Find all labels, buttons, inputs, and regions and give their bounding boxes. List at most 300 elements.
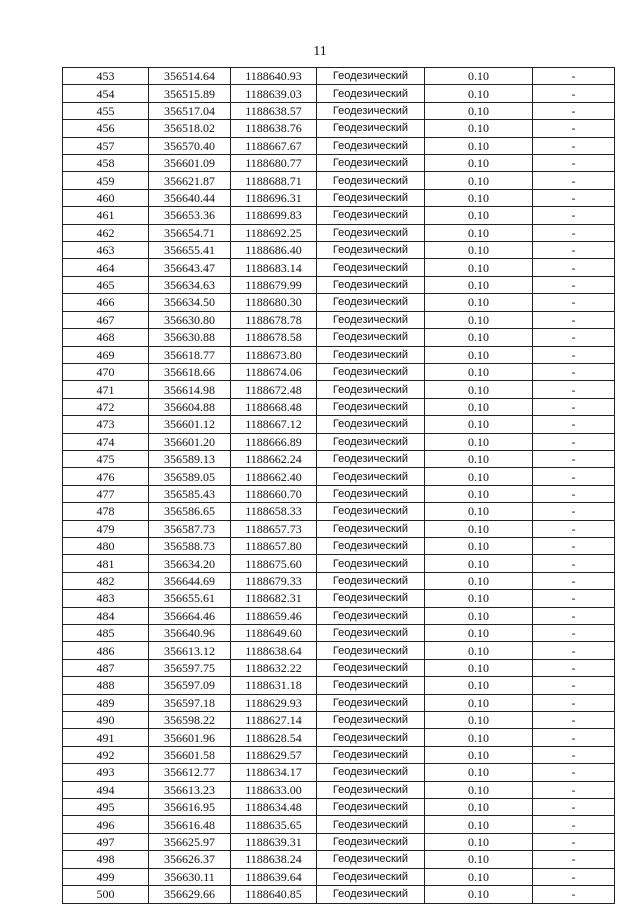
x-coordinate-cell: 356654.71 xyxy=(149,224,231,241)
table-row xyxy=(63,607,615,624)
table-row xyxy=(63,311,615,328)
point-number-cell: 498 xyxy=(63,851,149,868)
accuracy-cell: 0.10 xyxy=(425,764,533,781)
y-coordinate-cell: 1188667.67 xyxy=(231,137,317,154)
method-cell: Геодезический xyxy=(317,799,425,816)
description-cell: - xyxy=(533,207,615,224)
description-cell: - xyxy=(533,381,615,398)
description-cell: - xyxy=(533,294,615,311)
x-coordinate-cell: 356515.89 xyxy=(149,85,231,102)
point-number-cell: 494 xyxy=(63,781,149,798)
y-coordinate-cell: 1188639.03 xyxy=(231,85,317,102)
point-number-cell: 493 xyxy=(63,764,149,781)
description-cell: - xyxy=(533,712,615,729)
y-coordinate-cell: 1188634.17 xyxy=(231,764,317,781)
table-row xyxy=(63,120,615,137)
method-cell: Геодезический xyxy=(317,102,425,119)
point-number-cell: 454 xyxy=(63,85,149,102)
table-row xyxy=(63,729,615,746)
point-number-cell: 475 xyxy=(63,450,149,467)
description-cell: - xyxy=(533,85,615,102)
point-number-cell: 465 xyxy=(63,276,149,293)
method-cell: Геодезический xyxy=(317,329,425,346)
point-number-cell: 491 xyxy=(63,729,149,746)
table-body xyxy=(63,68,615,904)
accuracy-cell: 0.10 xyxy=(425,155,533,172)
accuracy-cell: 0.10 xyxy=(425,433,533,450)
x-coordinate-cell: 356655.61 xyxy=(149,590,231,607)
x-coordinate-cell: 356597.18 xyxy=(149,694,231,711)
method-cell: Геодезический xyxy=(317,625,425,642)
accuracy-cell: 0.10 xyxy=(425,363,533,380)
table-row xyxy=(63,363,615,380)
point-number-cell: 460 xyxy=(63,189,149,206)
method-cell: Геодезический xyxy=(317,155,425,172)
method-cell: Геодезический xyxy=(317,294,425,311)
method-cell: Геодезический xyxy=(317,137,425,154)
description-cell: - xyxy=(533,485,615,502)
method-cell: Геодезический xyxy=(317,729,425,746)
accuracy-cell: 0.10 xyxy=(425,416,533,433)
x-coordinate-cell: 356613.23 xyxy=(149,781,231,798)
table-row xyxy=(63,137,615,154)
table-row xyxy=(63,189,615,206)
x-coordinate-cell: 356630.80 xyxy=(149,311,231,328)
y-coordinate-cell: 1188683.14 xyxy=(231,259,317,276)
description-cell: - xyxy=(533,659,615,676)
y-coordinate-cell: 1188657.80 xyxy=(231,537,317,554)
accuracy-cell: 0.10 xyxy=(425,886,533,903)
y-coordinate-cell: 1188639.64 xyxy=(231,868,317,885)
point-number-cell: 455 xyxy=(63,102,149,119)
description-cell: - xyxy=(533,642,615,659)
accuracy-cell: 0.10 xyxy=(425,259,533,276)
x-coordinate-cell: 356634.20 xyxy=(149,555,231,572)
point-number-cell: 482 xyxy=(63,572,149,589)
y-coordinate-cell: 1188627.14 xyxy=(231,712,317,729)
point-number-cell: 490 xyxy=(63,712,149,729)
method-cell: Геодезический xyxy=(317,537,425,554)
description-cell: - xyxy=(533,572,615,589)
x-coordinate-cell: 356601.09 xyxy=(149,155,231,172)
description-cell: - xyxy=(533,155,615,172)
accuracy-cell: 0.10 xyxy=(425,242,533,259)
description-cell: - xyxy=(533,868,615,885)
accuracy-cell: 0.10 xyxy=(425,381,533,398)
point-number-cell: 485 xyxy=(63,625,149,642)
method-cell: Геодезический xyxy=(317,68,425,85)
point-number-cell: 476 xyxy=(63,468,149,485)
method-cell: Геодезический xyxy=(317,886,425,903)
accuracy-cell: 0.10 xyxy=(425,329,533,346)
point-number-cell: 489 xyxy=(63,694,149,711)
description-cell: - xyxy=(533,799,615,816)
description-cell: - xyxy=(533,851,615,868)
table-row xyxy=(63,590,615,607)
method-cell: Геодезический xyxy=(317,416,425,433)
y-coordinate-cell: 1188692.25 xyxy=(231,224,317,241)
accuracy-cell: 0.10 xyxy=(425,520,533,537)
y-coordinate-cell: 1188633.00 xyxy=(231,781,317,798)
table-row xyxy=(63,294,615,311)
y-coordinate-cell: 1188629.93 xyxy=(231,694,317,711)
table-row xyxy=(63,764,615,781)
method-cell: Геодезический xyxy=(317,381,425,398)
x-coordinate-cell: 356634.50 xyxy=(149,294,231,311)
method-cell: Геодезический xyxy=(317,642,425,659)
x-coordinate-cell: 356598.22 xyxy=(149,712,231,729)
x-coordinate-cell: 356612.77 xyxy=(149,764,231,781)
table-row xyxy=(63,572,615,589)
method-cell: Геодезический xyxy=(317,259,425,276)
method-cell: Геодезический xyxy=(317,503,425,520)
accuracy-cell: 0.10 xyxy=(425,729,533,746)
accuracy-cell: 0.10 xyxy=(425,833,533,850)
point-number-cell: 457 xyxy=(63,137,149,154)
x-coordinate-cell: 356630.88 xyxy=(149,329,231,346)
accuracy-cell: 0.10 xyxy=(425,659,533,676)
x-coordinate-cell: 356601.96 xyxy=(149,729,231,746)
table-row xyxy=(63,886,615,903)
method-cell: Геодезический xyxy=(317,120,425,137)
method-cell: Геодезический xyxy=(317,346,425,363)
method-cell: Геодезический xyxy=(317,868,425,885)
y-coordinate-cell: 1188638.76 xyxy=(231,120,317,137)
x-coordinate-cell: 356585.43 xyxy=(149,485,231,502)
method-cell: Геодезический xyxy=(317,224,425,241)
table-row xyxy=(63,799,615,816)
point-number-cell: 461 xyxy=(63,207,149,224)
point-number-cell: 469 xyxy=(63,346,149,363)
x-coordinate-cell: 356634.63 xyxy=(149,276,231,293)
point-number-cell: 497 xyxy=(63,833,149,850)
x-coordinate-cell: 356613.12 xyxy=(149,642,231,659)
description-cell: - xyxy=(533,833,615,850)
table-row xyxy=(63,416,615,433)
description-cell: - xyxy=(533,590,615,607)
x-coordinate-cell: 356518.02 xyxy=(149,120,231,137)
description-cell: - xyxy=(533,189,615,206)
accuracy-cell: 0.10 xyxy=(425,68,533,85)
y-coordinate-cell: 1188662.40 xyxy=(231,468,317,485)
method-cell: Геодезический xyxy=(317,816,425,833)
y-coordinate-cell: 1188680.77 xyxy=(231,155,317,172)
x-coordinate-cell: 356597.09 xyxy=(149,677,231,694)
x-coordinate-cell: 356655.41 xyxy=(149,242,231,259)
method-cell: Геодезический xyxy=(317,450,425,467)
description-cell: - xyxy=(533,68,615,85)
y-coordinate-cell: 1188680.30 xyxy=(231,294,317,311)
accuracy-cell: 0.10 xyxy=(425,625,533,642)
x-coordinate-cell: 356644.69 xyxy=(149,572,231,589)
method-cell: Геодезический xyxy=(317,520,425,537)
table-row xyxy=(63,224,615,241)
table-row xyxy=(63,85,615,102)
x-coordinate-cell: 356601.58 xyxy=(149,746,231,763)
description-cell: - xyxy=(533,398,615,415)
point-number-cell: 459 xyxy=(63,172,149,189)
accuracy-cell: 0.10 xyxy=(425,172,533,189)
accuracy-cell: 0.10 xyxy=(425,468,533,485)
accuracy-cell: 0.10 xyxy=(425,712,533,729)
description-cell: - xyxy=(533,537,615,554)
accuracy-cell: 0.10 xyxy=(425,311,533,328)
description-cell: - xyxy=(533,120,615,137)
y-coordinate-cell: 1188678.58 xyxy=(231,329,317,346)
accuracy-cell: 0.10 xyxy=(425,503,533,520)
table-row xyxy=(63,102,615,119)
method-cell: Геодезический xyxy=(317,781,425,798)
description-cell: - xyxy=(533,224,615,241)
y-coordinate-cell: 1188635.65 xyxy=(231,816,317,833)
accuracy-cell: 0.10 xyxy=(425,137,533,154)
x-coordinate-cell: 356588.73 xyxy=(149,537,231,554)
table-row xyxy=(63,68,615,85)
method-cell: Геодезический xyxy=(317,746,425,763)
y-coordinate-cell: 1188628.54 xyxy=(231,729,317,746)
accuracy-cell: 0.10 xyxy=(425,851,533,868)
accuracy-cell: 0.10 xyxy=(425,677,533,694)
point-number-cell: 496 xyxy=(63,816,149,833)
description-cell: - xyxy=(533,102,615,119)
description-cell: - xyxy=(533,242,615,259)
x-coordinate-cell: 356640.44 xyxy=(149,189,231,206)
y-coordinate-cell: 1188668.48 xyxy=(231,398,317,415)
table-row xyxy=(63,712,615,729)
point-number-cell: 492 xyxy=(63,746,149,763)
x-coordinate-cell: 356514.64 xyxy=(149,68,231,85)
x-coordinate-cell: 356626.37 xyxy=(149,851,231,868)
accuracy-cell: 0.10 xyxy=(425,207,533,224)
description-cell: - xyxy=(533,729,615,746)
table-row xyxy=(63,746,615,763)
table-row xyxy=(63,468,615,485)
y-coordinate-cell: 1188679.99 xyxy=(231,276,317,293)
method-cell: Геодезический xyxy=(317,607,425,624)
method-cell: Геодезический xyxy=(317,433,425,450)
table-row xyxy=(63,520,615,537)
y-coordinate-cell: 1188699.83 xyxy=(231,207,317,224)
description-cell: - xyxy=(533,311,615,328)
method-cell: Геодезический xyxy=(317,851,425,868)
y-coordinate-cell: 1188688.71 xyxy=(231,172,317,189)
description-cell: - xyxy=(533,416,615,433)
y-coordinate-cell: 1188686.40 xyxy=(231,242,317,259)
table-row xyxy=(63,346,615,363)
accuracy-cell: 0.10 xyxy=(425,868,533,885)
x-coordinate-cell: 356643.47 xyxy=(149,259,231,276)
description-cell: - xyxy=(533,503,615,520)
point-number-cell: 474 xyxy=(63,433,149,450)
method-cell: Геодезический xyxy=(317,242,425,259)
point-number-cell: 488 xyxy=(63,677,149,694)
point-number-cell: 499 xyxy=(63,868,149,885)
description-cell: - xyxy=(533,555,615,572)
y-coordinate-cell: 1188640.93 xyxy=(231,68,317,85)
x-coordinate-cell: 356589.13 xyxy=(149,450,231,467)
point-number-cell: 466 xyxy=(63,294,149,311)
point-number-cell: 500 xyxy=(63,886,149,903)
x-coordinate-cell: 356630.11 xyxy=(149,868,231,885)
table-row xyxy=(63,677,615,694)
table-row xyxy=(63,833,615,850)
description-cell: - xyxy=(533,468,615,485)
x-coordinate-cell: 356601.12 xyxy=(149,416,231,433)
description-cell: - xyxy=(533,816,615,833)
y-coordinate-cell: 1188682.31 xyxy=(231,590,317,607)
table-row xyxy=(63,450,615,467)
description-cell: - xyxy=(533,625,615,642)
point-number-cell: 484 xyxy=(63,607,149,624)
y-coordinate-cell: 1188679.33 xyxy=(231,572,317,589)
description-cell: - xyxy=(533,520,615,537)
description-cell: - xyxy=(533,746,615,763)
accuracy-cell: 0.10 xyxy=(425,450,533,467)
method-cell: Геодезический xyxy=(317,468,425,485)
y-coordinate-cell: 1188667.12 xyxy=(231,416,317,433)
x-coordinate-cell: 356664.46 xyxy=(149,607,231,624)
coordinates-table xyxy=(62,67,615,904)
table-row xyxy=(63,642,615,659)
x-coordinate-cell: 356517.04 xyxy=(149,102,231,119)
x-coordinate-cell: 356601.20 xyxy=(149,433,231,450)
table-row xyxy=(63,276,615,293)
point-number-cell: 473 xyxy=(63,416,149,433)
method-cell: Геодезический xyxy=(317,207,425,224)
method-cell: Геодезический xyxy=(317,572,425,589)
table-row xyxy=(63,381,615,398)
point-number-cell: 487 xyxy=(63,659,149,676)
y-coordinate-cell: 1188672.48 xyxy=(231,381,317,398)
y-coordinate-cell: 1188660.70 xyxy=(231,485,317,502)
table-row xyxy=(63,172,615,189)
accuracy-cell: 0.10 xyxy=(425,85,533,102)
table-row xyxy=(63,503,615,520)
accuracy-cell: 0.10 xyxy=(425,572,533,589)
x-coordinate-cell: 356616.48 xyxy=(149,816,231,833)
description-cell: - xyxy=(533,137,615,154)
method-cell: Геодезический xyxy=(317,764,425,781)
accuracy-cell: 0.10 xyxy=(425,224,533,241)
y-coordinate-cell: 1188649.60 xyxy=(231,625,317,642)
point-number-cell: 472 xyxy=(63,398,149,415)
point-number-cell: 481 xyxy=(63,555,149,572)
method-cell: Геодезический xyxy=(317,712,425,729)
accuracy-cell: 0.10 xyxy=(425,485,533,502)
accuracy-cell: 0.10 xyxy=(425,799,533,816)
table-row xyxy=(63,659,615,676)
x-coordinate-cell: 356597.75 xyxy=(149,659,231,676)
accuracy-cell: 0.10 xyxy=(425,398,533,415)
y-coordinate-cell: 1188639.31 xyxy=(231,833,317,850)
method-cell: Геодезический xyxy=(317,363,425,380)
accuracy-cell: 0.10 xyxy=(425,537,533,554)
accuracy-cell: 0.10 xyxy=(425,120,533,137)
method-cell: Геодезический xyxy=(317,659,425,676)
y-coordinate-cell: 1188658.33 xyxy=(231,503,317,520)
y-coordinate-cell: 1188638.64 xyxy=(231,642,317,659)
table-row xyxy=(63,398,615,415)
method-cell: Геодезический xyxy=(317,189,425,206)
description-cell: - xyxy=(533,781,615,798)
table-row xyxy=(63,555,615,572)
accuracy-cell: 0.10 xyxy=(425,189,533,206)
table-row xyxy=(63,851,615,868)
method-cell: Геодезический xyxy=(317,555,425,572)
table-row xyxy=(63,242,615,259)
description-cell: - xyxy=(533,363,615,380)
accuracy-cell: 0.10 xyxy=(425,590,533,607)
description-cell: - xyxy=(533,607,615,624)
table-row xyxy=(63,433,615,450)
description-cell: - xyxy=(533,433,615,450)
method-cell: Геодезический xyxy=(317,398,425,415)
point-number-cell: 477 xyxy=(63,485,149,502)
point-number-cell: 463 xyxy=(63,242,149,259)
x-coordinate-cell: 356625.97 xyxy=(149,833,231,850)
x-coordinate-cell: 356586.65 xyxy=(149,503,231,520)
x-coordinate-cell: 356587.73 xyxy=(149,520,231,537)
y-coordinate-cell: 1188631.18 xyxy=(231,677,317,694)
table-row xyxy=(63,259,615,276)
point-number-cell: 471 xyxy=(63,381,149,398)
y-coordinate-cell: 1188632.22 xyxy=(231,659,317,676)
method-cell: Геодезический xyxy=(317,311,425,328)
method-cell: Геодезический xyxy=(317,85,425,102)
table-row xyxy=(63,694,615,711)
x-coordinate-cell: 356614.98 xyxy=(149,381,231,398)
table-row xyxy=(63,816,615,833)
method-cell: Геодезический xyxy=(317,485,425,502)
point-number-cell: 480 xyxy=(63,537,149,554)
accuracy-cell: 0.10 xyxy=(425,607,533,624)
method-cell: Геодезический xyxy=(317,172,425,189)
point-number-cell: 467 xyxy=(63,311,149,328)
y-coordinate-cell: 1188696.31 xyxy=(231,189,317,206)
x-coordinate-cell: 356616.95 xyxy=(149,799,231,816)
y-coordinate-cell: 1188657.73 xyxy=(231,520,317,537)
point-number-cell: 483 xyxy=(63,590,149,607)
y-coordinate-cell: 1188678.78 xyxy=(231,311,317,328)
y-coordinate-cell: 1188662.24 xyxy=(231,450,317,467)
method-cell: Геодезический xyxy=(317,677,425,694)
x-coordinate-cell: 356640.96 xyxy=(149,625,231,642)
accuracy-cell: 0.10 xyxy=(425,294,533,311)
table-row xyxy=(63,207,615,224)
accuracy-cell: 0.10 xyxy=(425,102,533,119)
point-number-cell: 495 xyxy=(63,799,149,816)
accuracy-cell: 0.10 xyxy=(425,694,533,711)
y-coordinate-cell: 1188629.57 xyxy=(231,746,317,763)
y-coordinate-cell: 1188659.46 xyxy=(231,607,317,624)
x-coordinate-cell: 356570.40 xyxy=(149,137,231,154)
description-cell: - xyxy=(533,329,615,346)
table-row xyxy=(63,625,615,642)
point-number-cell: 464 xyxy=(63,259,149,276)
description-cell: - xyxy=(533,450,615,467)
accuracy-cell: 0.10 xyxy=(425,555,533,572)
x-coordinate-cell: 356621.87 xyxy=(149,172,231,189)
accuracy-cell: 0.10 xyxy=(425,346,533,363)
y-coordinate-cell: 1188634.48 xyxy=(231,799,317,816)
point-number-cell: 479 xyxy=(63,520,149,537)
point-number-cell: 458 xyxy=(63,155,149,172)
y-coordinate-cell: 1188673.80 xyxy=(231,346,317,363)
table-row xyxy=(63,485,615,502)
x-coordinate-cell: 356589.05 xyxy=(149,468,231,485)
description-cell: - xyxy=(533,694,615,711)
x-coordinate-cell: 356653.36 xyxy=(149,207,231,224)
